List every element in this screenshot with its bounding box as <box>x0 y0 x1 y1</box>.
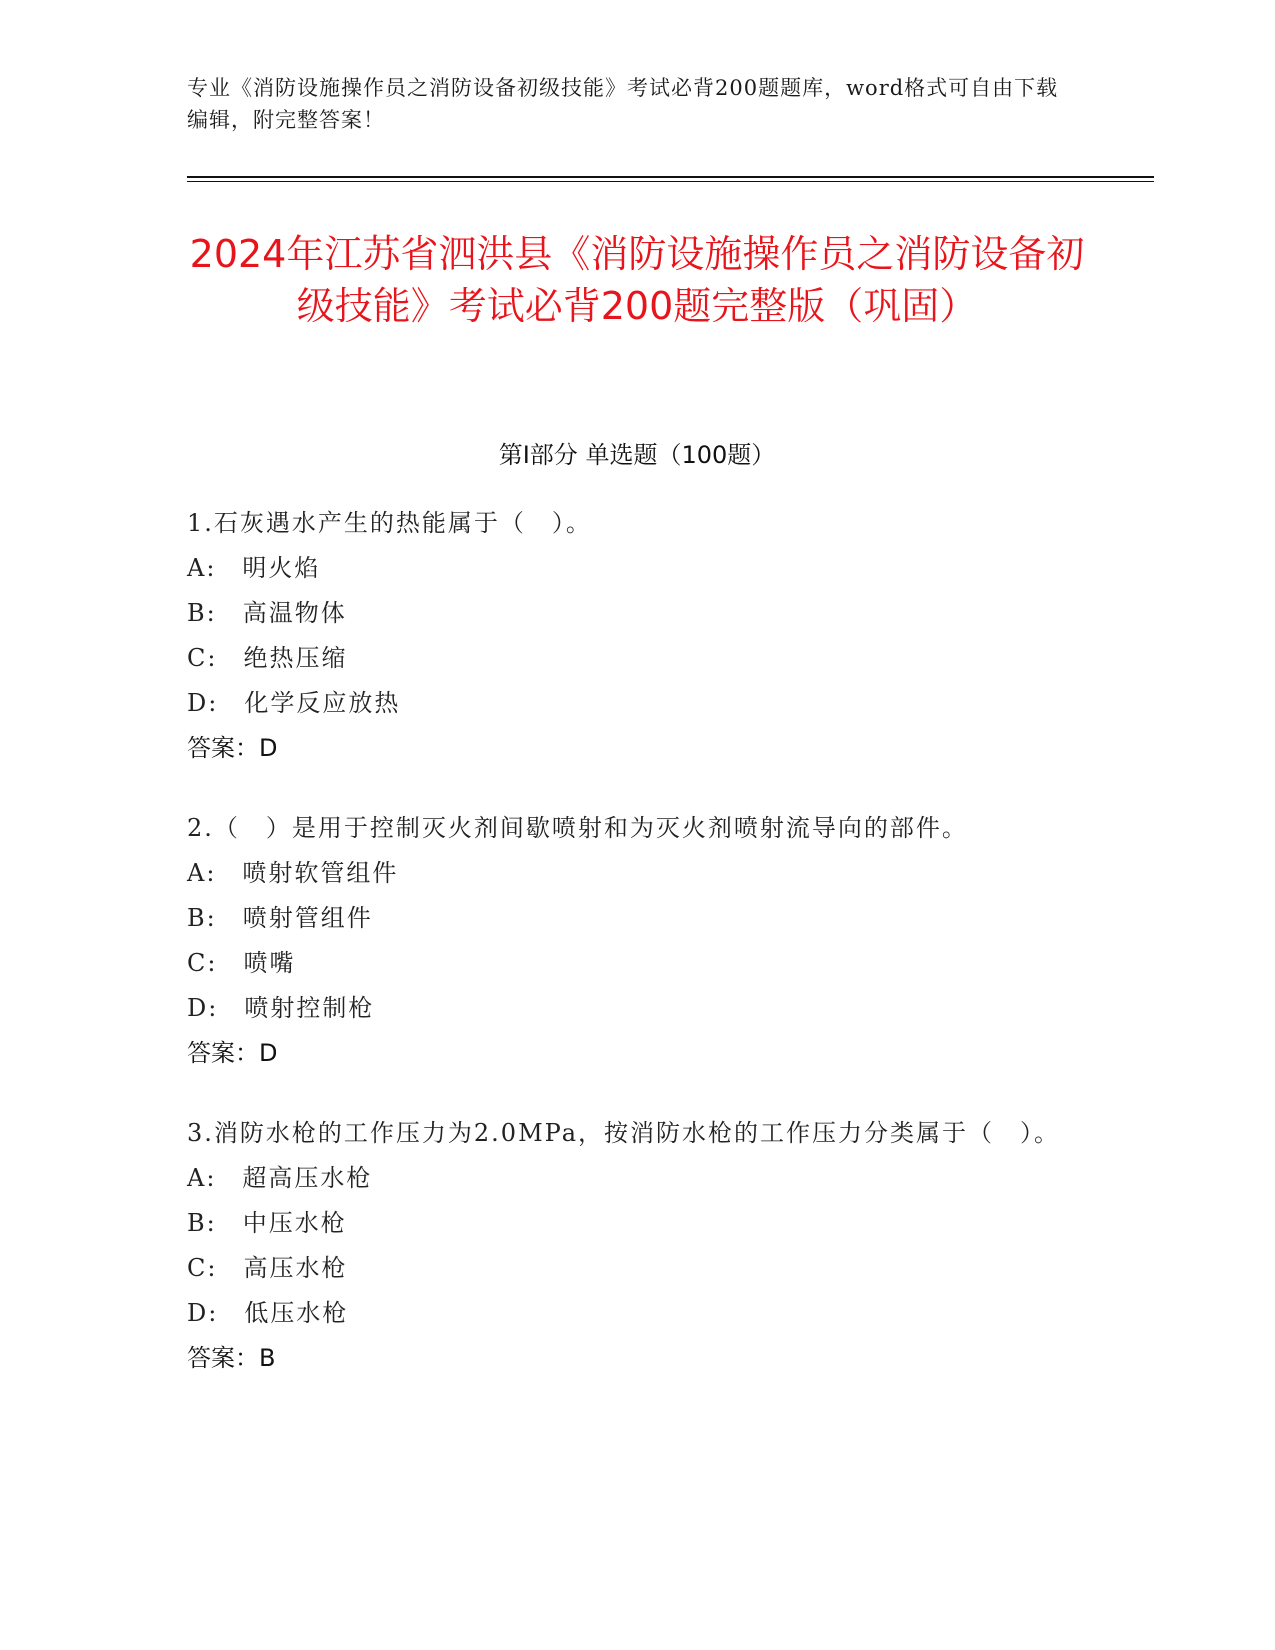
section-title: 第I部分 单选题（100题） <box>498 441 776 469</box>
answer: 答案：D <box>187 1039 278 1067</box>
question-stem: 3.消防水枪的工作压力为2.0MPa，按消防水枪的工作压力分类属于（ ）。 <box>187 1119 1061 1147</box>
option-c: C: 高压水枪 <box>187 1254 348 1282</box>
document-title: 2024年江苏省泗洪县《消防设施操作员之消防设备初级技能》考试必背200题完整版（巩固） <box>189 232 1085 328</box>
option-c: C: 喷嘴 <box>187 949 296 977</box>
option-b: B: 高温物体 <box>187 599 347 627</box>
question-stem: 1.石灰遇水产生的热能属于（ ）。 <box>187 509 592 537</box>
option-a: A: 明火焰 <box>187 554 321 582</box>
header-divider-thick <box>187 176 1154 178</box>
header-divider-thin <box>187 181 1154 182</box>
question-1 <box>187 508 1087 764</box>
option-d: D: 化学反应放热 <box>187 689 401 717</box>
option-c: C: 绝热压缩 <box>187 644 348 672</box>
option-a: A: 喷射软管组件 <box>187 859 399 887</box>
header-note: 专业《消防设施操作员之消防设备初级技能》考试必背200题题库，word格式可自由下载编辑，附完整答案！ <box>187 76 1059 132</box>
answer: 答案：B <box>187 1344 276 1372</box>
option-b: B: 喷射管组件 <box>187 904 373 932</box>
question-3 <box>187 1118 1087 1374</box>
answer: 答案：D <box>187 734 278 762</box>
option-d: D: 喷射控制枪 <box>187 994 375 1022</box>
option-d: D: 低压水枪 <box>187 1299 349 1327</box>
question-2 <box>187 813 1087 1069</box>
option-b: B: 中压水枪 <box>187 1209 347 1237</box>
question-stem: 2.（ ）是用于控制灭火剂间歇喷射和为灭火剂喷射流导向的部件。 <box>187 814 968 842</box>
option-a: A: 超高压水枪 <box>187 1164 373 1192</box>
